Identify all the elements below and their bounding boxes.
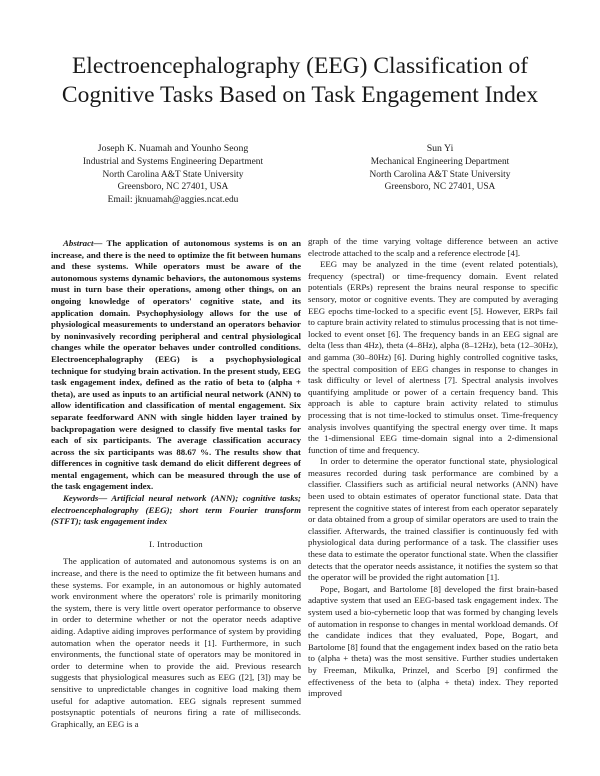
author-name: Joseph K. Nuamah and Younho Seong [97,143,249,154]
right-paragraph-1: EEG may be analyzed in the time (event related potentials), frequency (spectral) or time-frequency domain. Event related potentials (ERPs) represent the brains neural response to specific sensory, motor or cognitive events. They are computed by averaging EEG epochs time-locked to a specific event [5]. However, ERPs fail to capture brain activity related to stimulus processing that is not time-locked to event onset [6]. The frequency bands in an EEG signal are delta (less than 4Hz), theta (4–8Hz), alpha (8–12Hz), beta (12–30Hz), and gamma (30–80Hz) [6]. During highly controlled cognitive tasks, the spectral composition of EEG changes in response to changes in task difficulty or level of alertness [7]. Spectral analysis involves quantifying amplitude or power of a certain frequency band. This approach is able to capture brain activity related to stimulus processing that is not time-locked to stimulus onset. Time-frequency analysis involves quantifying the spectral energy over time. It maps the 1-dimensional EEG time-domain signal into a 2-dimensional function of time and frequency. [308,259,558,455]
right-paragraph-0: graph of the time varying voltage difference between an active electrode attached to the scalp and a reference electrode [4]. [308,236,558,258]
title-line-2: Cognitive Tasks Based on Task Engagement Index [61,82,539,108]
title-line-1: Electroencephalography (EEG) Classification of [71,53,529,79]
author-university: North Carolina A&T State University [102,169,244,180]
author-city: Greensboro, NC 27401, USA [117,182,229,193]
section-heading-introduction: I. Introduction [149,538,203,549]
author-department: Mechanical Engineering Department [370,157,510,168]
keywords-text: Artificial neural network (ANN); cognitive tasks; electroencephalography (EEG); short term Fourier transform (STFT); task engagement index [51,493,301,527]
paper-title [30,52,570,110]
author-department: Industrial and Systems Engineering Department [82,157,264,168]
keywords-label: Keywords— [63,493,108,504]
author-city: Greensboro, NC 27401, USA [384,182,496,193]
left-column [51,238,301,730]
author-name: Sun Yi [426,143,454,154]
intro-paragraph-1: The application of automated and autonomous systems is on an increase, and there is the need to optimize the fit between humans and these systems. For example, in an autonomous or highly automated work environment where the operators' role is primarily monitoring the system, there is very little overt operator performance to observe in order to determine whether or not the operator needs adaptive aiding. Adaptive aiding improves performance of system by providing automation when the operator needs it [1]. Furthermore, in such environments, the functional state of operators may be monitored in order to determine when to provide the aid. Previous research suggests that physiological measures such as EEG ([2], [3]) may be sensitive to unpredictable changes in cognitive load making them useful for adaptive automation. EEG signals represent summed postsynaptic potentials of neurons firing a rate of milliseconds. Graphically, an EEG is a [51,556,301,729]
right-paragraph-3: Pope, Bogart, and Bartolome [8] developed the first brain-based adaptive system that used an EEG-based task engagement index. The system used a bio-cybernetic loop that was formed by changing levels of automation in response to changes in mental workload demands. Of the candidate indices that they evaluated, Pope, Bogart, and Bartolome [8] found that the engagement index based on the ratio beta to (alpha + theta) was the most sensitive. Further studies undertaken by Freeman, Mikulka, Prinzel, and Scerbo [9] confirmed the effectiveness of the beta to (alpha + theta) index. They reported improved [308,583,558,699]
keywords [51,493,301,528]
author-email: Email: jknuamah@aggies.ncat.edu [107,194,239,205]
right-column [308,236,558,700]
abstract-text: The application of autonomous systems is on an increase, and there is the need to optimize the fit between humans and these systems. While operators must be aware of the autonomous systems dynamic behaviors, the autonomous systems must in turn base their operations, among other things, on an ongoing knowledge of operators' cognitive state, and its application domain. Psychophysiology allows for the use of physiological measurements to understand an operators behavior by noninvasively recording peripheral and central physiological changes while the operator behaves under controlled conditions. Electroencephalography (EEG) is a psychophysiological technique for studying brain activation. In the present study, EEG task engagement index, defined as the ratio of beta to (alpha + theta), are used as inputs to an artificial neural network (ANN) to allow identification and classification of mental engagement. Six separate feedforward ANN with single hidden layer trained by backpropagation were designed to classify five mental tasks for each of six participants. The average classification accuracy across the six participants was 88.67 %. The results show that differences in cognitive task demand do elicit different degrees of mental engagement, which can be measured through the use of the task engagement index. [51,238,301,492]
abstract [51,238,301,493]
right-paragraph-2: In order to determine the operator functional state, physiological measures recorded during task performance are combined by a classifier. Classifiers such as artificial neural networks (ANN) have been used to obtain estimates of operator functional state. Data that represent the cognitive states of interest from each operator separately or data obtained from a group of similar operators are used to train the classifier. Afterwards, the trained classifier is continuously fed with physiological data during performance of a task. The classifier uses these data to estimate the operator functional state. When the classifier detects that the operator needs assistance, it notifies the system so that the operator will be provided the right automation [1]. [308,456,558,583]
author-university: North Carolina A&T State University [369,169,511,180]
author-block-1 [38,143,308,207]
abstract-label: Abstract— [63,238,103,248]
author-block-2 [322,143,558,194]
